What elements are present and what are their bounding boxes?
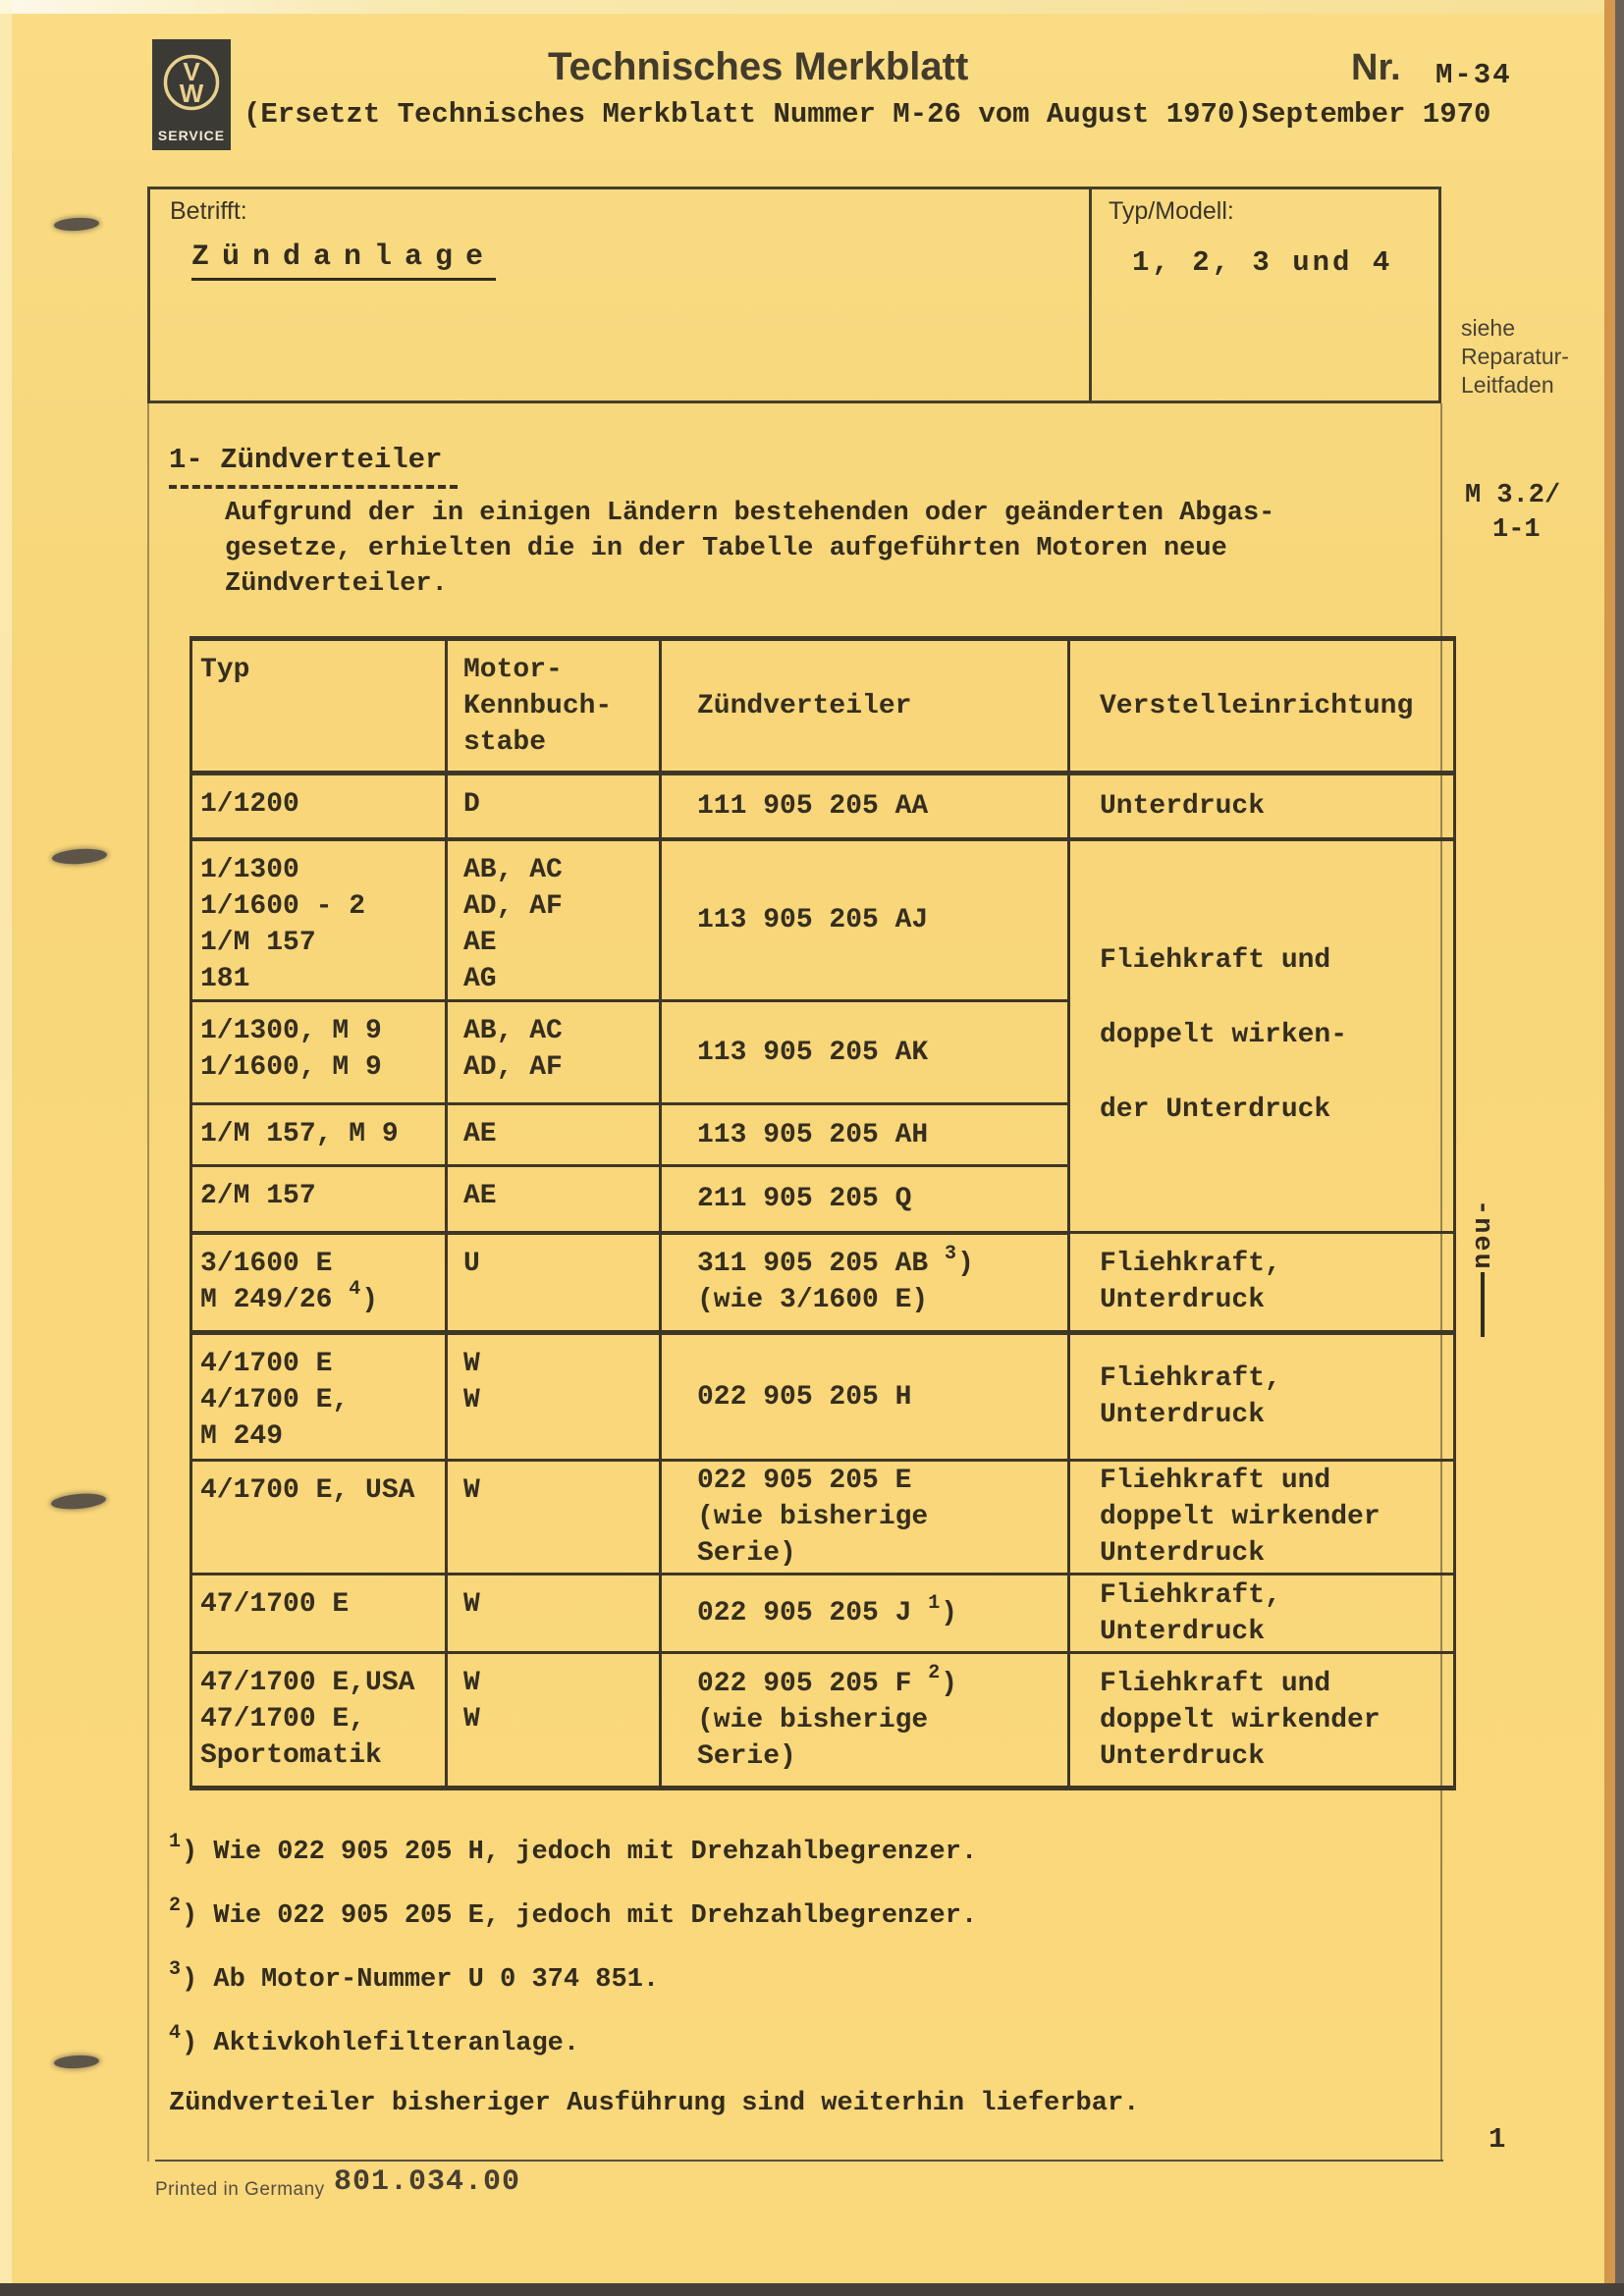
table-cell: 311 905 205 AB $^3$) (wie 3/1600 E) [661, 1233, 1069, 1333]
table-row [191, 1461, 1455, 1575]
vw-service-logo [152, 39, 231, 150]
section-heading: 1- Zündverteiler [169, 444, 458, 489]
table-cell: Fliehkraft und doppelt wirkender Unterdruck [1069, 1653, 1455, 1789]
margin-note-neu: -neu [1455, 1200, 1498, 1357]
service-label: SERVICE [157, 128, 226, 143]
doc-number-label: Nr. [1351, 47, 1401, 88]
scan-edge-right [1615, 0, 1624, 2296]
scan-edge-left [0, 0, 12, 2296]
table-cell: 022 905 205 H [661, 1333, 1069, 1461]
subject-box [147, 187, 1441, 403]
scan-edge-bottom [0, 2283, 1624, 2296]
subject-box-divider [1089, 189, 1092, 400]
margin-note-siehe: siehe Reparatur- Leitfaden [1461, 315, 1569, 398]
table-cell: 47/1700 E [191, 1575, 447, 1653]
table-header-cell: Zündverteiler [661, 639, 1069, 774]
table-cell: 4/1700 E 4/1700 E, M 249 [191, 1333, 447, 1461]
betrifft-label: Betrifft: [170, 197, 247, 225]
punch-hole [54, 2055, 100, 2069]
table-header-row [191, 639, 1455, 774]
doc-subtitle: (Ersetzt Technisches Merkblatt Nummer M-26 vom August 1970)September 1970 [244, 98, 1491, 131]
page-title: Technisches Merkblatt [548, 45, 969, 88]
table-cell: Fliehkraft und doppelt wirken- der Unterdruck [1069, 839, 1455, 1233]
table-cell: AB, AC AD, AF [447, 1001, 661, 1104]
footnotes [169, 1831, 978, 2093]
table-cell: 47/1700 E,USA 47/1700 E, Sportomatik [200, 1668, 415, 1771]
table-cell: 2/M 157 [191, 1166, 447, 1233]
distributor-table [189, 636, 1456, 1790]
table-cell: W [447, 1575, 661, 1653]
printed-in-germany-label: Printed in Germany [155, 2179, 325, 2200]
table-cell: 111 905 205 AA [661, 774, 1069, 839]
table-cell: 211 905 205 Q [661, 1166, 1069, 1233]
left-margin-rule [147, 403, 149, 2162]
scan-edge-amber [1604, 0, 1615, 2296]
punch-hole [54, 217, 100, 232]
svg-text:V: V [183, 57, 200, 86]
table-cell: 3/1600 E M 249/26 $^4$) [191, 1233, 447, 1333]
table-cell: 022 905 205 J $^1$) [661, 1575, 1069, 1653]
table-cell: AB, AC AD, AF AE AG [447, 839, 661, 1001]
table-cell: AE [447, 1104, 661, 1166]
footer-rule [155, 2160, 1443, 2162]
table-row [191, 1575, 1455, 1653]
print-code: 801.034.00 [334, 2165, 521, 2199]
table-cell: 113 905 205 AK [661, 1001, 1069, 1104]
table-header-cell: Typ [191, 639, 447, 774]
table-cell: 113 905 205 AH [661, 1104, 1069, 1166]
table-cell: 1/M 157, M 9 [191, 1104, 447, 1166]
table-row [191, 1233, 1455, 1333]
punch-hole [52, 847, 108, 866]
table-header-cell: Verstelleinrichtung [1069, 639, 1455, 774]
table-cell: Fliehkraft und doppelt wirkender Unterdruck [1069, 1461, 1455, 1575]
betrifft-value: Zündanlage [191, 240, 496, 281]
footnote: $^4$) Aktivkohlefilteranlage. [169, 2022, 580, 2058]
table-row [191, 1333, 1455, 1461]
table-cell: AE [447, 1166, 661, 1233]
margin-note-ref: M 3.2/ 1-1 [1465, 481, 1561, 545]
table-cell: 1/1300, M 9 1/1600, M 9 [191, 1001, 447, 1104]
page-number: 1 [1489, 2123, 1506, 2156]
doc-number-value: M-34 [1435, 59, 1512, 91]
neu-dash-line [1481, 1272, 1485, 1337]
table-row [191, 774, 1455, 839]
table-cell: 1/1300 1/1600 - 2 1/M 157 181 [191, 839, 447, 1001]
scan-edge-top [0, 0, 1624, 14]
punch-hole [50, 1492, 106, 1512]
closing-note: Zündverteiler bisheriger Ausführung sind weiterhin lieferbar. [169, 2089, 1140, 2118]
svg-text:W: W [179, 79, 204, 108]
table-cell: W [447, 1461, 661, 1575]
vw-roundel-icon [152, 39, 231, 150]
typ-modell-value: 1, 2, 3 und 4 [1132, 246, 1393, 279]
table-cell: 022 905 205 E (wie bisherige Serie) [661, 1461, 1069, 1575]
section-paragraph: Aufgrund der in einigen Ländern bestehenden oder geänderten Abgas- gesetze, erhielten die in der Tabelle aufgeführten Motoren neue Zündverteiler. [225, 499, 1275, 599]
table-cell: W W [447, 1653, 661, 1789]
table-cell: U [447, 1233, 661, 1333]
table-cell: Unterdruck [1069, 774, 1455, 839]
table-cell: Fliehkraft, Unterdruck [1069, 1233, 1455, 1333]
table-cell: 022 905 205 F $^2$) (wie bisherige Serie) [661, 1653, 1069, 1789]
table-header-cell: Motor- Kennbuch- stabe [447, 639, 661, 774]
table-cell: 1/1200 [191, 774, 447, 839]
table-cell: 4/1700 E, USA [191, 1461, 447, 1575]
footnote: $^1$) Wie 022 905 205 H, jedoch mit Drehzahlbegrenzer. [169, 1831, 978, 1867]
table-row [191, 1653, 1455, 1789]
table-cell: 113 905 205 AJ [661, 839, 1069, 1001]
typ-modell-label: Typ/Modell: [1109, 197, 1234, 225]
footnote: $^2$) Wie 022 905 205 E, jedoch mit Drehzahlbegrenzer. [169, 1895, 978, 1931]
table-row [191, 839, 1455, 1001]
table-cell: Fliehkraft, Unterdruck [1069, 1575, 1455, 1653]
table-cell: W W [447, 1333, 661, 1461]
table-cell: Fliehkraft, Unterdruck [1069, 1333, 1455, 1461]
table-cell: D [447, 774, 661, 839]
footnote: $^3$) Ab Motor-Nummer U 0 374 851. [169, 1958, 660, 1995]
